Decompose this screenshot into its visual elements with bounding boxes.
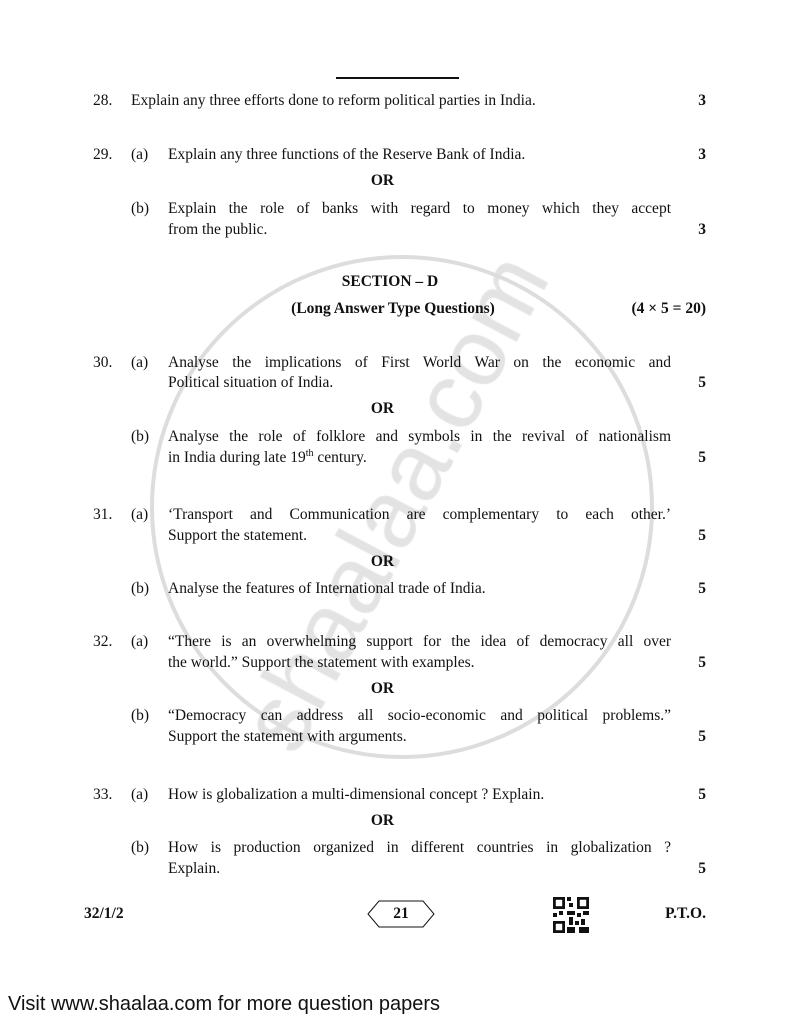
q33b-label: (b) bbox=[131, 839, 150, 856]
q32a-line2: the world.” Support the statement with examples. bbox=[168, 654, 475, 671]
q32a-line1: “There is an overwhelming support for the idea of democracy all over bbox=[168, 633, 671, 650]
section-marks: (4 × 5 = 20) bbox=[631, 300, 706, 317]
q32-or: OR bbox=[370, 680, 395, 697]
q33b-line1: How is production organized in different countries in globalization ? bbox=[168, 839, 671, 856]
q30b-line2-post: century. bbox=[313, 449, 367, 466]
q29b-marks: 3 bbox=[698, 221, 706, 238]
q30b-marks: 5 bbox=[698, 449, 706, 466]
q31-or: OR bbox=[370, 553, 395, 570]
q29-number: 29. bbox=[93, 146, 113, 163]
q33b-line2: Explain. bbox=[168, 860, 221, 877]
q28-number: 28. bbox=[93, 92, 113, 109]
q33a-label: (a) bbox=[131, 786, 149, 803]
site-banner-text: Visit www.shaalaa.com for more question papers bbox=[8, 993, 441, 1015]
q29-or: OR bbox=[370, 172, 395, 189]
q30a-line1: Analyse the implications of First World War on the economic and bbox=[168, 354, 671, 371]
q32b-label: (b) bbox=[131, 707, 150, 724]
q30b-label: (b) bbox=[131, 428, 150, 445]
q30b-line2 bbox=[168, 448, 671, 468]
q30a-line2: Political situation of India. bbox=[168, 374, 334, 391]
q29a-text: Explain any three functions of the Reserve Bank of India. bbox=[168, 146, 526, 163]
q32b-line2: Support the statement with arguments. bbox=[168, 728, 407, 745]
q33b-marks: 5 bbox=[698, 860, 706, 877]
q31a-label: (a) bbox=[131, 506, 149, 523]
q30a-label: (a) bbox=[131, 354, 149, 371]
q30b-line2-pre: in India during late 19 bbox=[168, 449, 306, 466]
q30-or: OR bbox=[370, 400, 395, 417]
q30a-marks: 5 bbox=[698, 374, 706, 391]
q33-or: OR bbox=[370, 812, 395, 829]
q31a-line1: ‘Transport and Communication are complementary to each other.’ bbox=[168, 506, 671, 523]
q29a-marks: 3 bbox=[698, 146, 706, 163]
q33a-text: How is globalization a multi-dimensional concept ? Explain. bbox=[168, 786, 545, 803]
q33a-marks: 5 bbox=[698, 786, 706, 803]
q30-number: 30. bbox=[93, 354, 113, 371]
page-number: 21 bbox=[393, 905, 409, 922]
q31a-marks: 5 bbox=[698, 527, 706, 544]
qr-code-icon bbox=[553, 897, 589, 933]
q32a-marks: 5 bbox=[698, 654, 706, 671]
q32-number: 32. bbox=[93, 633, 113, 650]
q29a-label: (a) bbox=[131, 146, 149, 163]
section-title: SECTION – D bbox=[341, 273, 439, 290]
q33-number: 33. bbox=[93, 786, 113, 803]
q31b-marks: 5 bbox=[698, 580, 706, 597]
paper-code: 32/1/2 bbox=[84, 905, 124, 922]
q28-marks: 3 bbox=[698, 92, 706, 109]
q28-text: Explain any three efforts done to reform political parties in India. bbox=[131, 92, 536, 109]
section-subtitle: (Long Answer Type Questions) bbox=[291, 300, 495, 317]
top-divider bbox=[336, 77, 459, 79]
q31a-line2: Support the statement. bbox=[168, 527, 308, 544]
q32b-marks: 5 bbox=[698, 728, 706, 745]
q32a-label: (a) bbox=[131, 633, 149, 650]
q29b-label: (b) bbox=[131, 200, 150, 217]
q32b-line1: “Democracy can address all socio-economic and political problems.” bbox=[168, 707, 671, 724]
please-turn-over: P.T.O. bbox=[665, 905, 706, 922]
q29b-line1: Explain the role of banks with regard to money which they accept bbox=[168, 200, 671, 217]
q31b-label: (b) bbox=[131, 580, 150, 597]
q29b-line2: from the public. bbox=[168, 221, 268, 238]
q30b-line2-sup: th bbox=[305, 447, 314, 459]
q31-number: 31. bbox=[93, 506, 113, 523]
q30b-line1: Analyse the role of folklore and symbols in the revival of nationalism bbox=[168, 428, 671, 445]
q31b-text: Analyse the features of International trade of India. bbox=[168, 580, 486, 597]
